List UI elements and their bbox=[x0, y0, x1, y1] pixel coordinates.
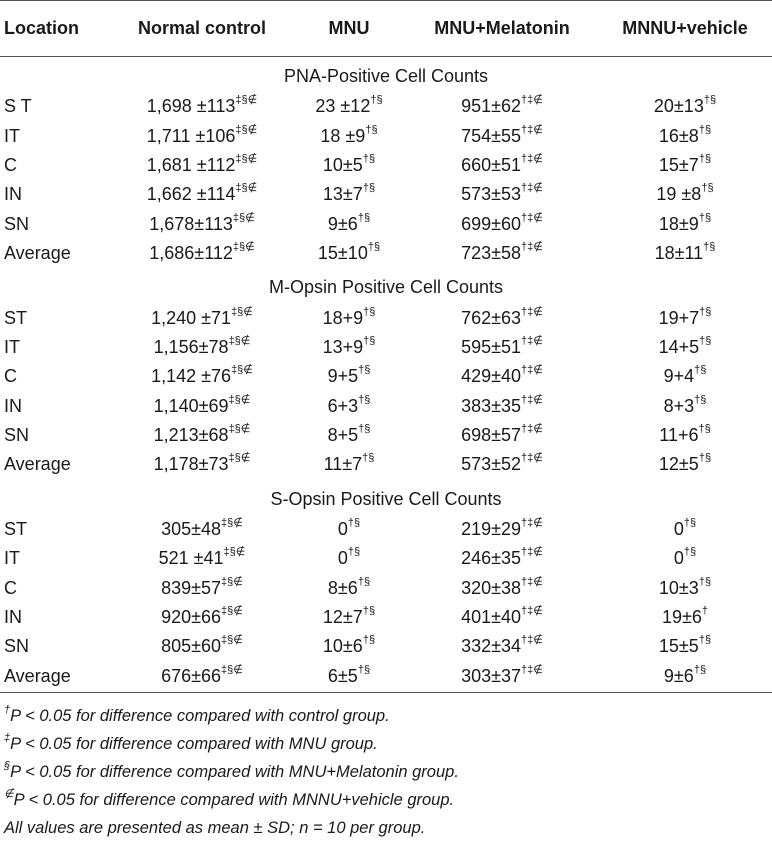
cell-value: 1,240 ±71 bbox=[151, 307, 232, 328]
significance-marks: ‡§∉ bbox=[221, 664, 243, 677]
table-row bbox=[0, 151, 772, 180]
significance-marks: †‡∉ bbox=[521, 423, 543, 436]
cell-value: 805±60 bbox=[161, 636, 222, 657]
significance-marks: ‡§∉ bbox=[221, 634, 243, 647]
header-normal-control: Normal control bbox=[112, 1, 292, 57]
location-cell: IT bbox=[4, 336, 20, 357]
location-cell: SN bbox=[4, 425, 30, 446]
mnu-cell bbox=[292, 121, 406, 150]
table-row bbox=[0, 121, 772, 150]
location-cell: IT bbox=[4, 125, 20, 146]
significance-marks: ‡§∉ bbox=[235, 94, 258, 107]
footnote bbox=[4, 814, 768, 842]
mnu-cell bbox=[292, 515, 406, 544]
cell-value: 6±5 bbox=[327, 666, 358, 687]
significance-marks: †§ bbox=[699, 305, 712, 318]
cell-value: 18±9 bbox=[658, 213, 699, 234]
location-cell: IT bbox=[4, 548, 20, 569]
location-cell: S T bbox=[4, 96, 32, 117]
cell-value: 10±6 bbox=[322, 636, 363, 657]
normal-control-cell bbox=[112, 421, 292, 450]
mnu-cell bbox=[292, 239, 406, 268]
cell-value: 660±51 bbox=[461, 154, 522, 175]
mnnu-vehicle-cell bbox=[598, 392, 772, 421]
table-row bbox=[0, 573, 772, 602]
header-row bbox=[0, 1, 772, 57]
significance-marks: †‡∉ bbox=[521, 393, 543, 406]
mnu-cell bbox=[292, 632, 406, 661]
normal-control-cell bbox=[112, 92, 292, 121]
cell-value: 1,140±69 bbox=[153, 395, 229, 416]
cell-value: 19 ±8 bbox=[656, 184, 702, 205]
mnu-cell bbox=[292, 662, 406, 693]
table-row bbox=[0, 515, 772, 544]
mnu-melatonin-cell bbox=[406, 239, 598, 268]
cell-value: 762±63 bbox=[461, 307, 522, 328]
cell-value: 1,711 ±106 bbox=[146, 125, 236, 146]
significance-marks: ‡§∉ bbox=[232, 211, 255, 224]
location-cell: IN bbox=[4, 184, 22, 205]
significance-marks: †§ bbox=[694, 393, 707, 406]
significance-marks: †‡∉ bbox=[521, 634, 543, 647]
footnote-mark: † bbox=[4, 703, 11, 716]
cell-value: 16±8 bbox=[658, 125, 699, 146]
cell-value: 383±35 bbox=[461, 395, 522, 416]
location-cell: Average bbox=[4, 243, 71, 264]
cell-value: 18±11 bbox=[654, 243, 704, 264]
significance-marks: †‡∉ bbox=[521, 605, 543, 618]
mnnu-vehicle-cell bbox=[598, 515, 772, 544]
normal-control-cell bbox=[112, 632, 292, 661]
mnnu-vehicle-cell bbox=[598, 362, 772, 391]
significance-marks: † bbox=[701, 605, 709, 618]
normal-control-cell bbox=[112, 544, 292, 573]
cell-value: 1,178±73 bbox=[153, 454, 229, 475]
mnnu-vehicle-cell bbox=[598, 180, 772, 209]
significance-marks: †§ bbox=[362, 634, 376, 647]
table-row bbox=[0, 603, 772, 632]
cell-value: 13+9 bbox=[322, 336, 364, 357]
normal-control-cell bbox=[112, 362, 292, 391]
footnote-text: P < 0.05 for difference compared with control group. bbox=[10, 707, 390, 725]
location-cell: C bbox=[4, 577, 17, 598]
section-title: PNA-Positive Cell Counts bbox=[283, 66, 489, 86]
normal-control-cell bbox=[112, 450, 292, 479]
significance-marks: †§ bbox=[698, 452, 712, 465]
cell-value: 12±7 bbox=[322, 607, 363, 628]
normal-control-cell bbox=[112, 573, 292, 602]
table-row bbox=[0, 92, 772, 121]
location-cell: IN bbox=[4, 607, 22, 628]
significance-marks: †§ bbox=[358, 393, 371, 406]
cell-value: 1,686±112 bbox=[149, 243, 233, 264]
normal-control-cell bbox=[112, 210, 292, 239]
significance-marks: †‡∉ bbox=[521, 182, 543, 195]
significance-marks: ‡§∉ bbox=[228, 334, 251, 347]
mnnu-vehicle-cell bbox=[598, 210, 772, 239]
cell-value: 9±6 bbox=[327, 213, 358, 234]
table-row bbox=[0, 210, 772, 239]
significance-marks: ‡§∉ bbox=[221, 605, 243, 618]
cell-value: 1,213±68 bbox=[153, 425, 229, 446]
header-location: Location bbox=[0, 1, 112, 57]
cell-value: 246±35 bbox=[461, 548, 522, 569]
mnu-melatonin-cell bbox=[406, 333, 598, 362]
significance-marks: †§ bbox=[357, 575, 371, 588]
significance-marks: †‡∉ bbox=[521, 546, 543, 559]
cell-value: 754±55 bbox=[461, 125, 522, 146]
footnote-mark: ‡ bbox=[4, 731, 11, 744]
normal-control-cell bbox=[112, 303, 292, 332]
mnnu-vehicle-cell bbox=[598, 662, 772, 693]
significance-marks: †§ bbox=[362, 182, 376, 195]
significance-marks: ‡§∉ bbox=[235, 152, 258, 165]
significance-marks: †‡∉ bbox=[521, 211, 543, 224]
cell-value: 9+5 bbox=[327, 366, 359, 387]
mnnu-vehicle-cell bbox=[598, 450, 772, 479]
cell-value: 19±6 bbox=[661, 607, 702, 628]
significance-marks: †§ bbox=[370, 94, 383, 107]
mnu-melatonin-cell bbox=[406, 151, 598, 180]
cell-value: 11±7 bbox=[323, 454, 363, 475]
mnnu-vehicle-cell bbox=[598, 632, 772, 661]
cell-value: 303±37 bbox=[461, 666, 522, 687]
cell-value: 8+3 bbox=[663, 395, 695, 416]
significance-marks: †§ bbox=[347, 516, 361, 529]
mnnu-vehicle-cell bbox=[598, 239, 772, 268]
significance-marks: †‡∉ bbox=[521, 94, 543, 107]
footnote-text: P < 0.05 for difference compared with MNU+Melatonin group. bbox=[10, 763, 459, 781]
significance-marks: †‡∉ bbox=[521, 152, 543, 165]
cell-value: 0 bbox=[673, 518, 684, 539]
footnote-mark: ∉ bbox=[4, 787, 14, 800]
significance-marks: †§ bbox=[357, 211, 371, 224]
mnu-melatonin-cell bbox=[406, 392, 598, 421]
significance-marks: †§ bbox=[698, 152, 712, 165]
mnu-cell bbox=[292, 362, 406, 391]
mnu-melatonin-cell bbox=[406, 92, 598, 121]
significance-marks: †§ bbox=[699, 334, 712, 347]
cell-value: 18+9 bbox=[322, 307, 364, 328]
significance-marks: †‡∉ bbox=[521, 123, 543, 136]
mnu-melatonin-cell bbox=[406, 121, 598, 150]
mnu-melatonin-cell bbox=[406, 632, 598, 661]
mnnu-vehicle-cell bbox=[598, 303, 772, 332]
significance-marks: †§ bbox=[698, 423, 711, 436]
section-header-row bbox=[0, 268, 772, 303]
significance-marks: †‡∉ bbox=[521, 516, 543, 529]
significance-marks: †§ bbox=[362, 152, 376, 165]
cell-value: 8+5 bbox=[327, 425, 359, 446]
table-row bbox=[0, 362, 772, 391]
mnnu-vehicle-cell bbox=[598, 121, 772, 150]
cell-value: 6+3 bbox=[327, 395, 359, 416]
normal-control-cell bbox=[112, 121, 292, 150]
cell-value: 320±38 bbox=[461, 577, 522, 598]
significance-marks: †§ bbox=[367, 241, 381, 254]
mnu-cell bbox=[292, 392, 406, 421]
cell-value: 1,678±113 bbox=[149, 213, 233, 234]
footnote-text: All values are presented as mean ± SD; n = 10 per group. bbox=[4, 819, 426, 837]
mnu-cell bbox=[292, 450, 406, 479]
cell-value: 9±6 bbox=[663, 666, 694, 687]
table-row bbox=[0, 544, 772, 573]
significance-marks: †‡∉ bbox=[521, 664, 543, 677]
significance-marks: ‡§∉ bbox=[228, 423, 251, 436]
significance-marks: ‡§∉ bbox=[223, 546, 246, 559]
mnu-melatonin-cell bbox=[406, 421, 598, 450]
significance-marks: †§ bbox=[698, 634, 712, 647]
cell-value: 10±3 bbox=[658, 577, 699, 598]
significance-marks: †§ bbox=[698, 575, 712, 588]
table-row bbox=[0, 632, 772, 661]
cell-value: 219±29 bbox=[461, 518, 522, 539]
cell-value: 1,681 ±112 bbox=[146, 154, 236, 175]
cell-value: 10±5 bbox=[322, 154, 363, 175]
table-header bbox=[0, 1, 772, 57]
significance-marks: †§ bbox=[694, 364, 707, 377]
significance-marks: †‡∉ bbox=[521, 364, 543, 377]
mnnu-vehicle-cell bbox=[598, 333, 772, 362]
mnnu-vehicle-cell bbox=[598, 151, 772, 180]
cell-value: 839±57 bbox=[161, 577, 222, 598]
cell-value: 15±10 bbox=[317, 243, 368, 264]
mnnu-vehicle-cell bbox=[598, 421, 772, 450]
location-cell: Average bbox=[0, 662, 112, 693]
significance-marks: †§ bbox=[701, 182, 714, 195]
mnu-melatonin-cell bbox=[406, 180, 598, 209]
mnu-cell bbox=[292, 544, 406, 573]
significance-marks: †§ bbox=[703, 94, 717, 107]
cell-value: 0 bbox=[337, 548, 348, 569]
significance-marks: ‡§∉ bbox=[231, 305, 253, 318]
location-cell: SN bbox=[4, 636, 30, 657]
footnote-mark: § bbox=[4, 759, 11, 772]
mnu-melatonin-cell bbox=[406, 303, 598, 332]
location-cell: IN bbox=[4, 395, 22, 416]
significance-marks: †§ bbox=[363, 334, 376, 347]
footnote bbox=[4, 786, 768, 814]
normal-control-cell bbox=[112, 180, 292, 209]
cell-value: 429±40 bbox=[461, 366, 522, 387]
significance-marks: †§ bbox=[698, 123, 712, 136]
cell-value: 20±13 bbox=[653, 96, 704, 117]
significance-marks: †§ bbox=[363, 305, 376, 318]
significance-marks: ‡§∉ bbox=[221, 516, 243, 529]
cell-value: 23 ±12 bbox=[315, 96, 371, 117]
mnu-melatonin-cell bbox=[406, 662, 598, 693]
cell-value: 1,142 ±76 bbox=[151, 366, 232, 387]
cell-value: 521 ±41 bbox=[158, 548, 224, 569]
cell-value: 723±58 bbox=[461, 243, 522, 264]
mnu-melatonin-cell bbox=[406, 603, 598, 632]
cell-value: 401±40 bbox=[461, 607, 522, 628]
cell-value: 332±34 bbox=[461, 636, 522, 657]
mnu-melatonin-cell bbox=[406, 362, 598, 391]
normal-control-cell bbox=[112, 151, 292, 180]
normal-control-cell bbox=[112, 392, 292, 421]
normal-control-cell bbox=[112, 603, 292, 632]
mnu-cell bbox=[292, 151, 406, 180]
cell-value: 18 ±9 bbox=[320, 125, 366, 146]
significance-marks: †§ bbox=[362, 452, 375, 465]
significance-marks: †§ bbox=[357, 664, 371, 677]
table-body bbox=[0, 57, 772, 693]
significance-marks: †§ bbox=[347, 546, 361, 559]
mnnu-vehicle-cell bbox=[598, 92, 772, 121]
footnote-text: P < 0.05 for difference compared with MNNU+vehicle group. bbox=[13, 791, 455, 809]
table-row bbox=[0, 303, 772, 332]
normal-control-cell bbox=[112, 239, 292, 268]
cell-value: 699±60 bbox=[461, 213, 522, 234]
table-row bbox=[0, 180, 772, 209]
location-cell: ST bbox=[4, 307, 28, 328]
significance-marks: ‡§∉ bbox=[221, 575, 243, 588]
significance-marks: ‡§∉ bbox=[231, 364, 253, 377]
significance-marks: ‡§∉ bbox=[235, 182, 258, 195]
table-row bbox=[0, 421, 772, 450]
cell-value: 8±6 bbox=[327, 577, 358, 598]
table-row bbox=[0, 239, 772, 268]
mnu-melatonin-cell bbox=[406, 515, 598, 544]
significance-marks: †§ bbox=[358, 364, 371, 377]
significance-marks: ‡§∉ bbox=[228, 393, 251, 406]
significance-marks: †‡∉ bbox=[521, 241, 543, 254]
cell-value: 698±57 bbox=[461, 425, 522, 446]
cell-value: 12±5 bbox=[658, 454, 699, 475]
header-mnu-melatonin: MNU+Melatonin bbox=[406, 1, 598, 57]
section-title: M-Opsin Positive Cell Counts bbox=[268, 277, 504, 298]
footnote bbox=[4, 702, 768, 730]
normal-control-cell bbox=[112, 662, 292, 693]
significance-marks: †‡∉ bbox=[521, 575, 543, 588]
cell-value: 573±52 bbox=[461, 454, 522, 475]
cell-value: 951±62 bbox=[461, 96, 522, 117]
mnnu-vehicle-cell bbox=[598, 603, 772, 632]
cell-value: 1,156±78 bbox=[153, 336, 229, 357]
cell-value: 573±53 bbox=[461, 184, 522, 205]
significance-marks: †§ bbox=[698, 211, 712, 224]
mnu-melatonin-cell bbox=[406, 544, 598, 573]
cell-value: 14+5 bbox=[658, 336, 700, 357]
significance-marks: †§ bbox=[358, 423, 371, 436]
location-cell: Average bbox=[4, 454, 71, 475]
mnu-cell bbox=[292, 210, 406, 239]
significance-marks: ‡§∉ bbox=[235, 123, 258, 136]
mnu-cell bbox=[292, 333, 406, 362]
mnu-cell bbox=[292, 303, 406, 332]
footnote-text: P < 0.05 for difference compared with MNU group. bbox=[10, 735, 378, 753]
header-mnu: MNU bbox=[292, 1, 406, 57]
normal-control-cell bbox=[112, 333, 292, 362]
cell-value: 1,698 ±113 bbox=[146, 96, 236, 117]
cell-value: 11+6 bbox=[659, 425, 699, 446]
significance-marks: †‡∉ bbox=[521, 452, 543, 465]
section-title: S-Opsin Positive Cell Counts bbox=[270, 488, 502, 509]
cell-value: 15±7 bbox=[658, 154, 699, 175]
significance-marks: †§ bbox=[693, 664, 707, 677]
table-row bbox=[0, 392, 772, 421]
cell-value: 13±7 bbox=[322, 184, 363, 205]
mnu-melatonin-cell bbox=[406, 210, 598, 239]
table-footnotes bbox=[4, 702, 768, 842]
cell-value: 595±51 bbox=[461, 336, 522, 357]
table-row bbox=[0, 333, 772, 362]
table-row bbox=[0, 450, 772, 479]
footnote bbox=[4, 758, 768, 786]
cell-value: 920±66 bbox=[161, 607, 222, 628]
significance-marks: †§ bbox=[683, 516, 697, 529]
significance-marks: †§ bbox=[365, 123, 378, 136]
cell-value: 305±48 bbox=[161, 518, 222, 539]
mnu-cell bbox=[292, 421, 406, 450]
mnu-cell bbox=[292, 573, 406, 602]
mnu-cell bbox=[292, 603, 406, 632]
significance-marks: †‡∉ bbox=[521, 305, 543, 318]
significance-marks: ‡§∉ bbox=[232, 241, 255, 254]
mnu-melatonin-cell bbox=[406, 573, 598, 602]
significance-marks: ‡§∉ bbox=[228, 452, 251, 465]
location-cell: ST bbox=[4, 518, 28, 539]
section-header-row bbox=[0, 480, 772, 515]
header-mnnu-vehicle: MNNU+vehicle bbox=[598, 1, 772, 57]
mnu-cell bbox=[292, 180, 406, 209]
normal-control-cell bbox=[112, 515, 292, 544]
significance-marks: †§ bbox=[362, 605, 376, 618]
location-cell: SN bbox=[4, 213, 30, 234]
cell-value: 15±5 bbox=[658, 636, 699, 657]
location-cell: C bbox=[4, 154, 17, 175]
mnnu-vehicle-cell bbox=[598, 573, 772, 602]
cell-value: 1,662 ±114 bbox=[146, 184, 236, 205]
mnu-melatonin-cell bbox=[406, 450, 598, 479]
cell-value: 0 bbox=[673, 548, 684, 569]
cell-value: 9+4 bbox=[663, 366, 695, 387]
significance-marks: †§ bbox=[683, 546, 697, 559]
location-cell: C bbox=[4, 366, 17, 387]
significance-marks: †‡∉ bbox=[521, 334, 543, 347]
significance-marks: †§ bbox=[703, 241, 716, 254]
cell-value: 676±66 bbox=[161, 666, 222, 687]
cell-value: 0 bbox=[337, 518, 348, 539]
mnnu-vehicle-cell bbox=[598, 544, 772, 573]
section-header-row bbox=[0, 57, 772, 93]
mnu-cell bbox=[292, 92, 406, 121]
footnote bbox=[4, 730, 768, 758]
table-row bbox=[0, 662, 772, 693]
cell-value: 19+7 bbox=[658, 307, 700, 328]
